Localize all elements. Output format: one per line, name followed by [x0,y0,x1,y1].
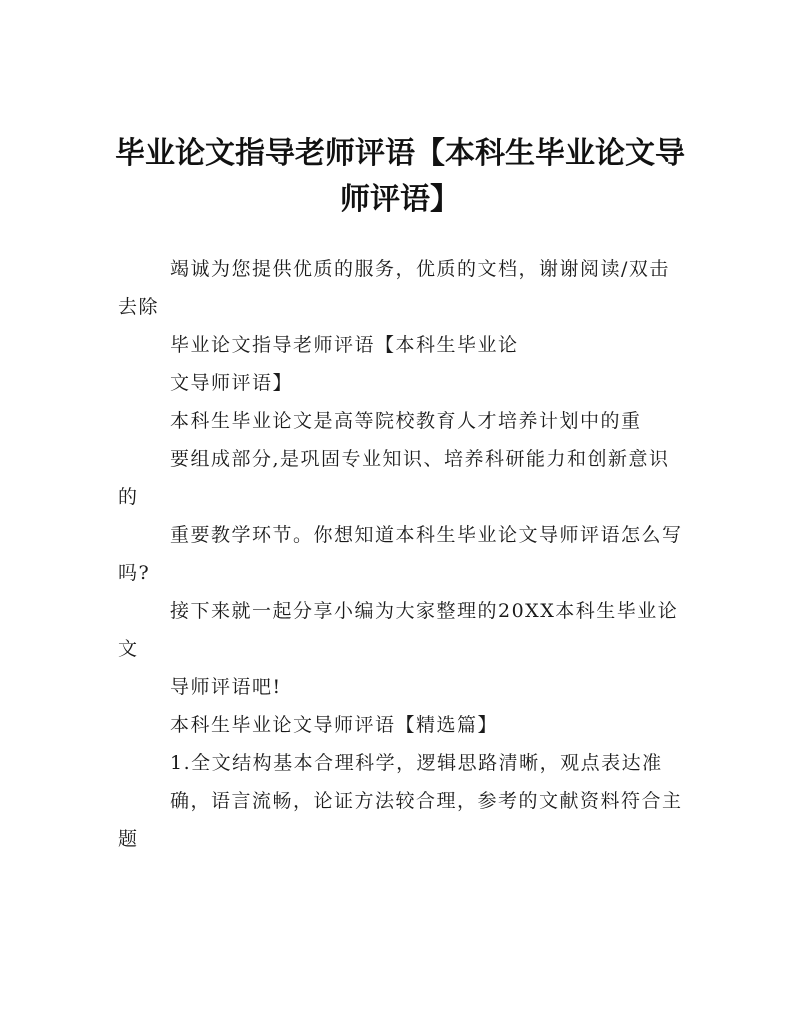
paragraph-comment-2: 确，语言流畅，论证方法较合理，参考的文献资料符合主题 [118,790,683,850]
paragraph-comment-1: 1.全文结构基本合理科学，逻辑思路清晰，观点表达准 [170,752,663,774]
section-heading: 本科生毕业论文导师评语【精选篇】 [170,714,499,736]
paragraph-intro-1: 本科生毕业论文是高等院校教育人才培养计划中的重 [170,410,642,432]
paragraph-heading-part2: 文导师评语】 [170,372,294,394]
title-line-2: 师评语】 [340,182,460,217]
paragraph-intro-4: 接下来就一起分享小编为大家整理的20XX本科生毕业论文 [118,600,679,660]
title-line-1: 毕业论文指导老师评语【本科生毕业论文导 [115,136,685,171]
paragraph-intro-3: 重要教学环节。你想知道本科生毕业论文导师评语怎么写吗? [118,524,683,584]
document-body [118,250,688,858]
paragraph-intro-2: 要组成部分,是巩固专业知识、培养科研能力和创新意识的 [118,448,670,508]
paragraph-heading-part1: 毕业论文指导老师评语【本科生毕业论 [170,334,519,356]
document-title [100,131,700,223]
paragraph-intro-5: 导师评语吧! [170,676,282,698]
paragraph-notice: 竭诚为您提供优质的服务，优质的文档，谢谢阅读/双击去除 [118,258,670,318]
